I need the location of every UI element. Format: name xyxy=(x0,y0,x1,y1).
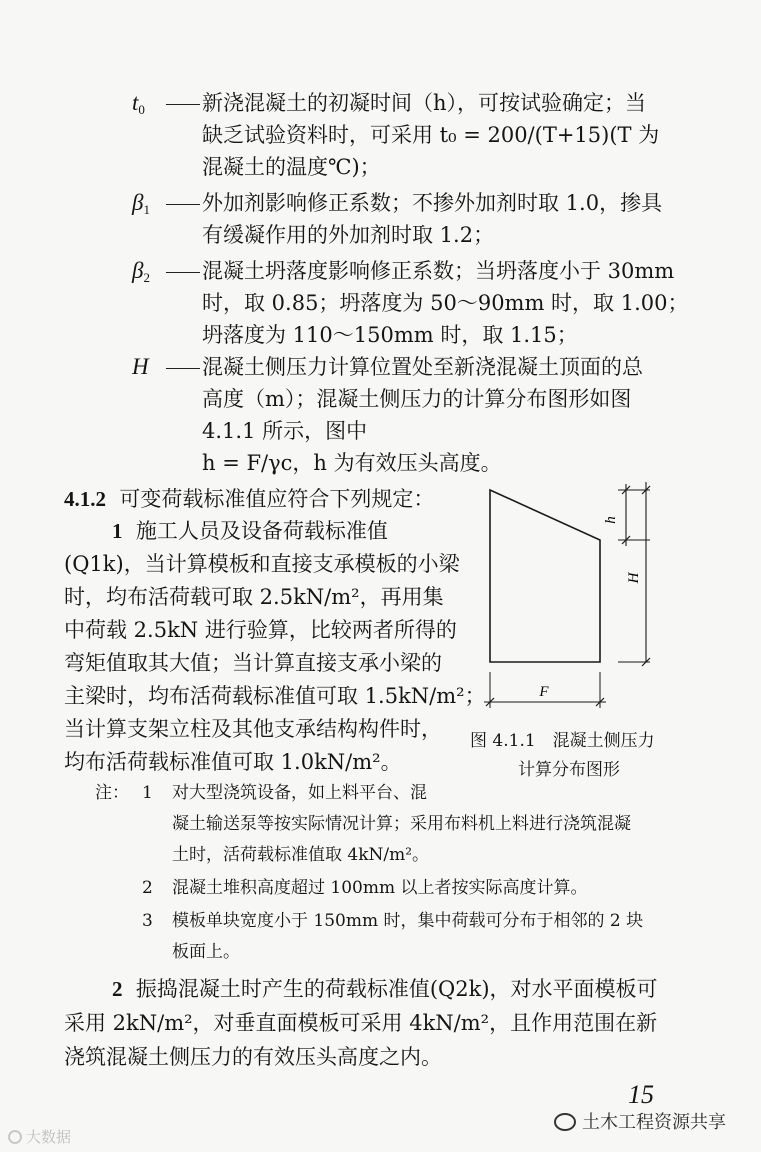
watermark-left: 大数据 xyxy=(8,1126,71,1147)
item1-number: 1 xyxy=(112,519,123,543)
item1-line-8: 均布活荷载标准值可取 1.0kN/m²。 xyxy=(64,750,402,774)
definition-beta2-line-3: 坍落度为 110～150mm 时，取 1.15； xyxy=(202,323,578,347)
symbol-beta1: $\beta_1$ xyxy=(132,190,150,217)
figure-caption-line-1: 图 4.1.1 混凝土侧压力 xyxy=(470,731,655,751)
definition-H-line-3: 4.1.1 所示，图中 xyxy=(202,419,368,443)
definition-beta1-line-2: 有缓凝作用的外加剂时取 1.2； xyxy=(202,223,495,247)
label-F: F xyxy=(539,684,549,700)
item1-line-4: 中荷载 2.5kN 进行验算，比较两者所得的 xyxy=(64,618,457,642)
definition-H-line-1: 混凝土侧压力计算位置处至新浇混凝土顶面的总 xyxy=(202,355,643,379)
note-1-number: 1 xyxy=(142,783,153,803)
page-number: 15 xyxy=(628,1080,654,1109)
item2-number: 2 xyxy=(112,977,123,1001)
pressure-shape xyxy=(490,490,600,662)
item2-line-3: 浇筑混凝土侧压力的有效压头高度之内。 xyxy=(64,1045,442,1069)
label-h: h xyxy=(603,516,619,524)
note-3-line-2: 板面上。 xyxy=(172,942,240,962)
pressure-distribution-figure xyxy=(478,472,668,712)
symbol-beta2: $\beta_2$ xyxy=(132,258,150,285)
item1-line-3: 时，均布活荷载可取 2.5kN/m²，再用集 xyxy=(64,585,444,609)
note-2-number: 2 xyxy=(142,878,153,898)
item1-line-6: 主梁时，均布活荷载标准值可取 1.5kN/m²； xyxy=(64,684,486,708)
symbol-H: H xyxy=(132,354,149,379)
section-title: 可变荷载标准值应符合下列规定： xyxy=(119,487,435,511)
note-1-line-2: 凝土输送泵等按实际情况计算；采用布料机上料进行浇筑混凝 xyxy=(172,814,631,834)
definition-dash xyxy=(166,272,200,273)
definition-t0-line-2: 缺乏试验资料时，可采用 t₀ = 200/(T+15)(T 为 xyxy=(202,123,660,147)
note-2-line-1: 混凝土堆积高度超过 100mm 以上者按实际高度计算。 xyxy=(172,878,588,898)
watermark-right: 土木工程资源共享 xyxy=(554,1108,726,1134)
note-3-line-1: 模板单块宽度小于 150mm 时，集中荷载可分布于相邻的 2 块 xyxy=(172,911,644,931)
definition-t0-line-1: 新浇混凝土的初凝时间（h），可按试验确定；当 xyxy=(202,91,647,115)
section-number: 4.1.2 xyxy=(64,487,106,511)
item1-line-7: 当计算支架立柱及其他支承结构构件时， xyxy=(64,717,442,741)
watermark-logo-icon xyxy=(8,1130,22,1144)
definition-beta2-line-1: 混凝土坍落度影响修正系数；当坍落度小于 30mm xyxy=(202,259,675,283)
item2-line-2: 采用 2kN/m²，对垂直面模板可采用 4kN/m²，且作用范围在新 xyxy=(64,1011,658,1035)
figure-caption-line-2: 计算分布图形 xyxy=(518,760,620,780)
definition-dash xyxy=(166,104,200,105)
item1-line-1: 1 施工人员及设备荷载标准值 xyxy=(112,519,388,543)
note-3-number: 3 xyxy=(142,911,153,931)
definition-beta2-line-2: 时，取 0.85；坍落度为 50～90mm 时，取 1.00； xyxy=(202,291,689,315)
section-heading xyxy=(64,484,434,514)
wechat-icon xyxy=(554,1113,576,1131)
note-1-line-3: 土时，活荷载标准值取 4kN/m²。 xyxy=(172,845,430,865)
definition-dash xyxy=(166,368,200,369)
label-H: H xyxy=(626,572,642,584)
definition-beta1-line-1: 外加剂影响修正系数；不掺外加剂时取 1.0，掺具 xyxy=(202,191,663,215)
note-prefix: 注： xyxy=(95,783,129,803)
item1-line-5: 弯矩值取其大值；当计算直接支承小梁的 xyxy=(64,651,442,675)
definition-H-line-2: 高度（m）；混凝土侧压力的计算分布图形如图 xyxy=(202,387,632,411)
item2-line-1: 2 振捣混凝土时产生的荷载标准值(Q2k)，对水平面模板可 xyxy=(112,977,658,1001)
symbol-t0: $t_0$ xyxy=(132,90,145,117)
item1-line-2: (Q1k)，当计算模板和直接支承模板的小梁 xyxy=(64,552,460,576)
note-1-line-1: 对大型浇筑设备，如上料平台、混 xyxy=(172,783,427,803)
definition-dash xyxy=(166,204,200,205)
definition-t0-line-3: 混凝土的温度℃)； xyxy=(202,155,381,179)
definition-H-line-4: h = F/γc，h 为有效压头高度。 xyxy=(202,451,502,475)
